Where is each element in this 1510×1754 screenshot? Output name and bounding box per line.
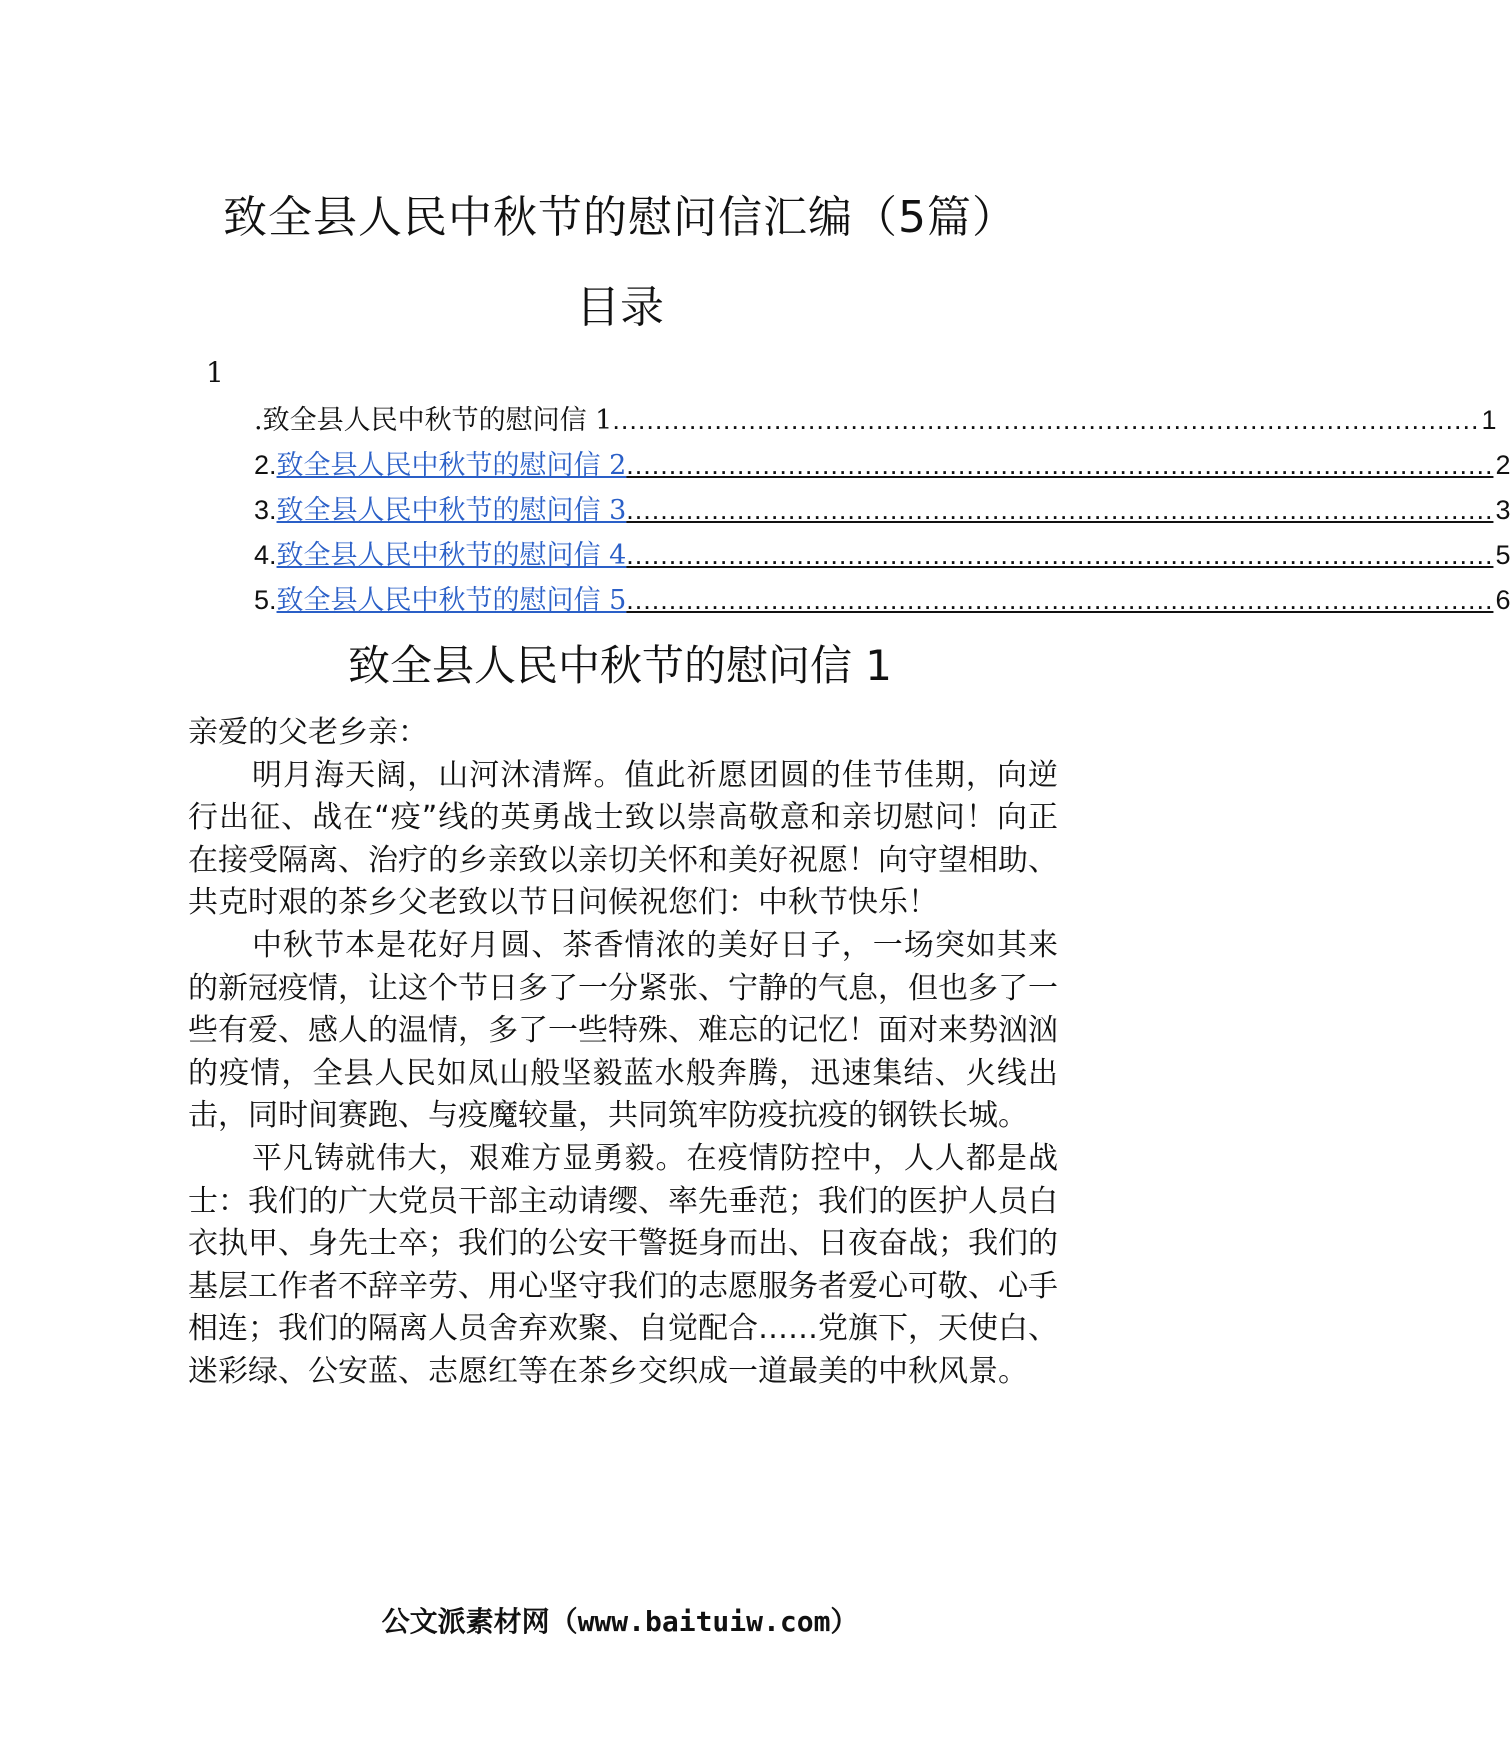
toc-leader-dots: ...................................................................................................... bbox=[626, 495, 1494, 525]
toc-entry-page: 1 bbox=[1481, 405, 1497, 435]
toc-entry-4[interactable] bbox=[254, 533, 1510, 578]
letter-paragraph: 中秋节本是花好月圆、茶香情浓的美好日子，一场突如其来的新冠疫情，让这个节日多了一分紧张、宁静的气息，但也多了一些有爱、感人的温情，多了一些特殊、难忘的记忆！面对来势汹汹的疫情，全县人民如凤山般坚毅蓝水般奔腾，迅速集结、火线出击，同时间赛跑、与疫魔较量，共同筑牢防疫抗疫的钢铁长城。 bbox=[188, 927, 1058, 1134]
toc-entry-page: 3 bbox=[1495, 495, 1510, 525]
toc-leader-dots: ...................................................................................................... bbox=[612, 405, 1480, 435]
toc-stray-number: 1 bbox=[206, 356, 224, 389]
toc-entry-page: 2 bbox=[1495, 450, 1510, 480]
toc-entry-page: 6 bbox=[1495, 585, 1510, 615]
toc-entry-5[interactable] bbox=[254, 578, 1510, 623]
toc-entry-link[interactable]: 致全县人民中秋节的慰问信 4 bbox=[276, 540, 627, 571]
letter-paragraph: 明月海天阔，山河沐清辉。值此祈愿团圆的佳节佳期，向逆行出征、战在“疫”线的英勇战士致以崇高敬意和亲切慰问！向正在接受隔离、治疗的乡亲致以亲切关怀和美好祝愿！向守望相助、共克时艰的茶乡父老致以节日问候祝您们：中秋节快乐！ bbox=[188, 757, 1058, 921]
letter-title: 致全县人民中秋节的慰问信 1 bbox=[347, 641, 893, 690]
toc-entry-number: 3. bbox=[254, 495, 277, 525]
footer-watermark: 公文派素材网（www.baituiw.com） bbox=[381, 1605, 859, 1638]
toc-entry-number: 5. bbox=[254, 585, 277, 615]
toc-leader-dots: ...................................................................................................... bbox=[626, 585, 1494, 615]
toc-entry-2[interactable] bbox=[254, 443, 1510, 488]
toc-entry-3[interactable] bbox=[254, 488, 1510, 533]
document-title: 致全县人民中秋节的慰问信汇编（5篇） bbox=[223, 192, 1017, 243]
toc-entry-text: .致全县人民中秋节的慰问信 1 bbox=[254, 405, 613, 436]
table-of-contents bbox=[254, 398, 1510, 623]
toc-entry-link[interactable]: 致全县人民中秋节的慰问信 2 bbox=[276, 450, 627, 481]
toc-entry-number: 4. bbox=[254, 540, 277, 570]
letter-salutation: 亲爱的父老乡亲： bbox=[188, 715, 428, 750]
toc-heading: 目录 bbox=[576, 282, 664, 333]
toc-leader-dots: ...................................................................................................... bbox=[626, 540, 1494, 570]
letter-body bbox=[188, 712, 1058, 1394]
toc-entry-number: 2. bbox=[254, 450, 277, 480]
letter-paragraph: 平凡铸就伟大，艰难方显勇毅。在疫情防控中，人人都是战士：我们的广大党员干部主动请缨、率先垂范；我们的医护人员白衣执甲、身先士卒；我们的公安干警挺身而出、日夜奋战；我们的基层工作者不辞辛劳、用心坚守我们的志愿服务者爱心可敬、心手相连；我们的隔离人员舍弃欢聚、自觉配合……党旗下，天使白、迷彩绿、公安蓝、志愿红等在茶乡交织成一道最美的中秋风景。 bbox=[188, 1140, 1058, 1389]
toc-entry-page: 5 bbox=[1495, 540, 1510, 570]
toc-entry-link[interactable]: 致全县人民中秋节的慰问信 5 bbox=[276, 585, 627, 616]
toc-leader-dots: ...................................................................................................... bbox=[626, 450, 1494, 480]
toc-entry-link[interactable]: 致全县人民中秋节的慰问信 3 bbox=[276, 495, 627, 526]
toc-entry-1[interactable] bbox=[254, 398, 1497, 443]
